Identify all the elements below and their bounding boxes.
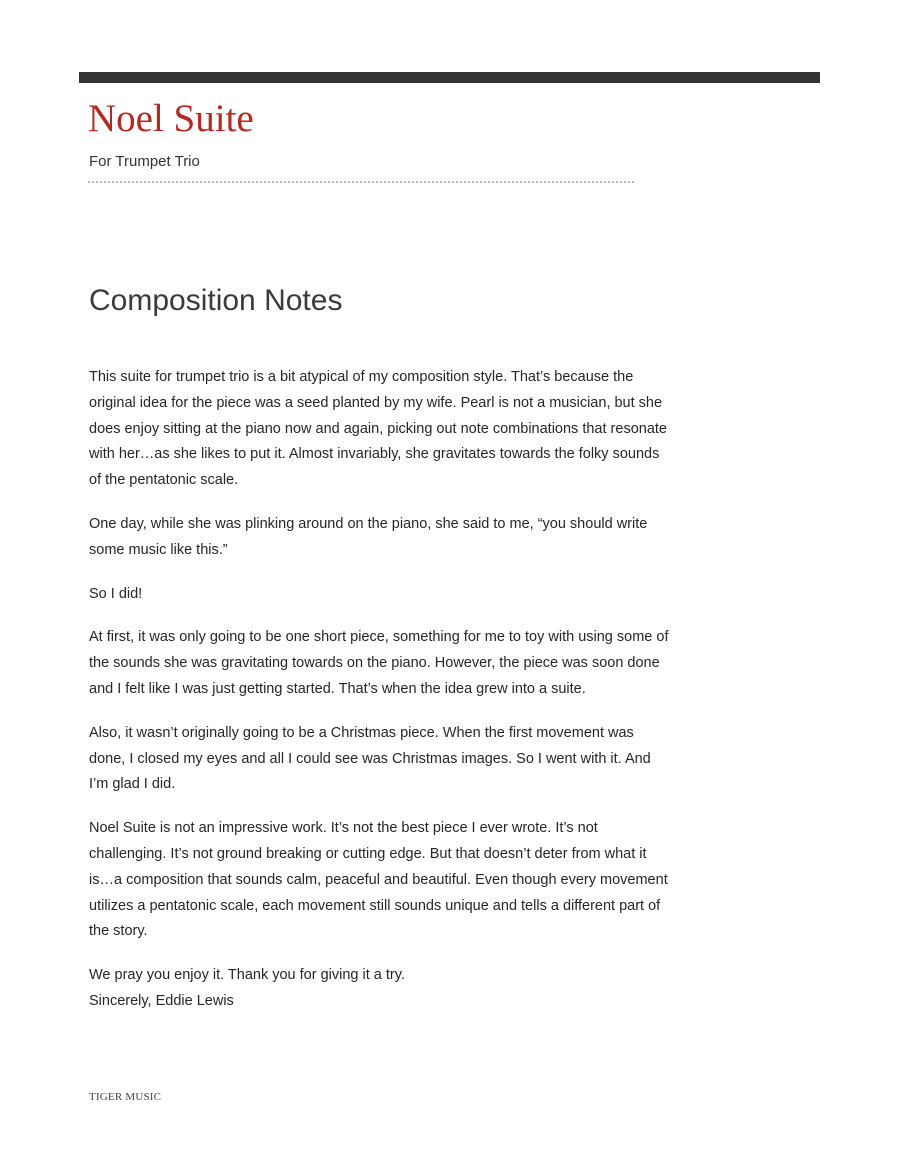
closing-paragraph: [89, 963, 669, 1015]
paragraph-3: So I did!: [89, 585, 143, 602]
closing-line-1: We pray you enjoy it. Thank you for giving it a try.: [89, 967, 405, 984]
paragraph-2: One day, while she was plinking around on the piano, she said to me, “you should write some music like this.”: [89, 515, 648, 558]
document-title: Noel Suite: [88, 97, 254, 140]
composition-notes-body: [89, 365, 669, 1015]
section-heading: Composition Notes: [89, 284, 343, 317]
paragraph-6: Noel Suite is not an impressive work. It’s not the best piece I ever wrote. It’s not challenging. It’s not ground breaking or cutting edge. But that doesn’t deter from what it is…a composition that sounds calm, peaceful and beautiful. Even though every movement utilizes a pentatonic scale, each movement still sounds unique and tells a different part of the story.: [89, 820, 668, 940]
document-subtitle: For Trumpet Trio: [89, 153, 200, 170]
dotted-divider: [88, 181, 634, 183]
signature-line: Sincerely, Eddie Lewis: [89, 992, 234, 1009]
header-rule: [79, 72, 820, 83]
paragraph-4: At first, it was only going to be one short piece, something for me to toy with using some of the sounds she was gravitating towards on the piano. However, the piece was soon done and I felt like I was just getting started. That’s when the idea grew into a suite.: [89, 629, 669, 697]
paragraph-5: Also, it wasn’t originally going to be a Christmas piece. When the first movement was done, I closed my eyes and all I could see was Christmas images. So I went with it. And I’m glad I did.: [89, 724, 651, 793]
paragraph-1: This suite for trumpet trio is a bit atypical of my composition style. That’s because the original idea for the piece was a seed planted by my wife. Pearl is not a musician, but she does enjoy sitting at the piano now and again, picking out note combinations that resonate with her…as she likes to put it. Almost invariably, she gravitates towards the folky sounds of the pentatonic scale.: [89, 369, 667, 489]
publisher-footer: TIGER MUSIC: [89, 1091, 162, 1103]
